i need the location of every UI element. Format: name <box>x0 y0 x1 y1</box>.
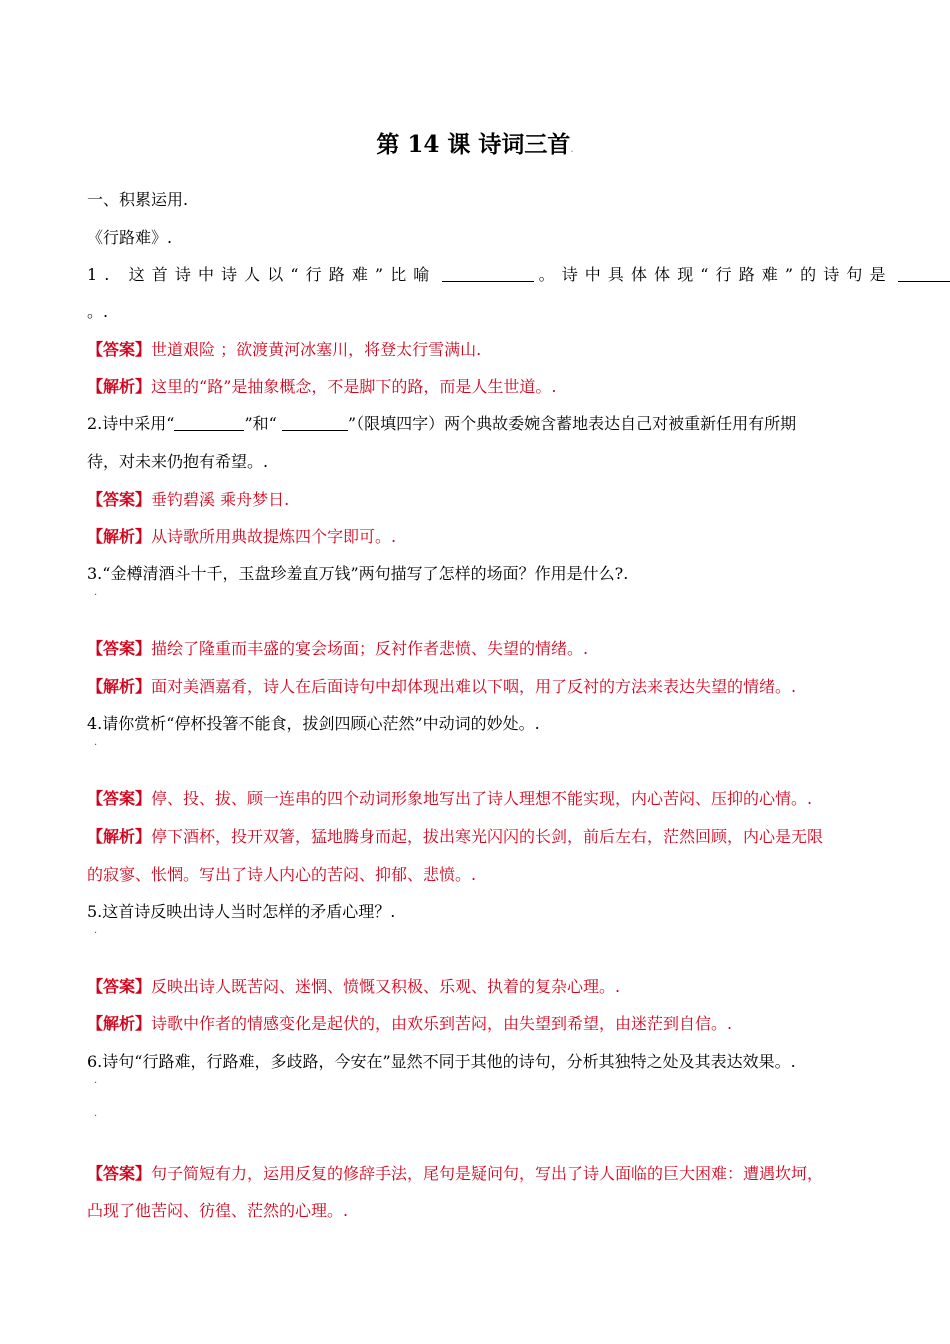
question-1-text-b: 。诗中具体体现“行路难”的诗句是 <box>538 265 893 284</box>
answer-text: 句子简短有力，运用反复的修辞手法，尾句是疑问句，写出了诗人面临的巨大困难：遭遇坎坷， <box>151 1164 824 1183</box>
page-title: 第 14 课 诗词三首. <box>376 131 574 158</box>
section-heading: 一、积累运用. <box>87 190 189 209</box>
explanation-4-line2: 的寂寥、怅惘。写出了诗人内心的苦闷、抑郁、悲愤。. <box>87 865 477 884</box>
answer-tag: 【答案】 <box>87 340 152 359</box>
question-5: 5.这首诗反映出诗人当时怎样的矛盾心理？. <box>87 902 396 921</box>
explanation-tag: 【解析】 <box>87 377 152 396</box>
answer-space-dot: · <box>94 1078 98 1089</box>
explanation-3 <box>87 676 796 698</box>
title-mark: . <box>570 144 574 155</box>
answer-tag: 【答案】 <box>87 490 152 509</box>
question-1-continuation: 。. <box>87 302 109 321</box>
fill-blank <box>898 265 950 282</box>
answer-text: 反映出诗人既苦闷、迷惘、愤慨又积极、乐观、执着的复杂心理。. <box>151 977 621 996</box>
answer-space-dot: · <box>94 1111 98 1122</box>
answer-tag: 【答案】 <box>87 977 152 996</box>
answer-text: 世道艰险 ；欲渡黄河冰塞川，将登太行雪满山. <box>151 340 482 359</box>
answer-tag: 【答案】 <box>87 1164 152 1183</box>
answer-space-dot: · <box>94 740 98 751</box>
explanation-text: 面对美酒嘉肴，诗人在后面诗句中却体现出难以下咽，用了反衬的方法来表达失望的情绪。. <box>151 677 797 696</box>
explanation-tag: 【解析】 <box>87 827 152 846</box>
explanation-tag: 【解析】 <box>87 527 152 546</box>
answer-text: 垂钓碧溪 乘舟梦日. <box>151 490 290 509</box>
answer-2 <box>87 489 289 511</box>
answer-space-dot: · <box>94 928 98 939</box>
question-2-text-a: 2.诗中采用“ <box>87 414 175 433</box>
fill-blank <box>174 414 244 431</box>
answer-text: 描绘了隆重而丰盛的宴会场面；反衬作者悲愤、失望的情绪。. <box>151 639 589 658</box>
question-2-line2: 待，对未来仍抱有希望。. <box>87 452 269 471</box>
explanation-tag: 【解析】 <box>87 677 152 696</box>
question-2-text-b: ”和“ <box>244 414 282 433</box>
poem-title: 《行路难》. <box>87 228 173 247</box>
explanation-text: 从诗歌所用典故提炼四个字即可。. <box>151 527 397 546</box>
explanation-5 <box>87 1013 732 1035</box>
explanation-2 <box>87 526 396 548</box>
answer-5 <box>87 976 620 998</box>
question-2 <box>87 413 796 435</box>
answer-text: 停、投、拔、顾一连串的四个动词形象地写出了诗人理想不能实现，内心苦闷、压抑的心情。. <box>151 789 813 808</box>
question-1 <box>87 264 950 286</box>
question-2-text-c: ”（限填四字）两个典故委婉含蓄地表达自己对被重新任用有所期 <box>347 414 797 433</box>
explanation-4 <box>87 826 823 848</box>
answer-1 <box>87 339 481 361</box>
explanation-tag: 【解析】 <box>87 1014 152 1033</box>
question-3: 3.“金樽清酒斗十千，玉盘珍羞直万钱”两句描写了怎样的场面？作用是什么?. <box>87 564 629 583</box>
explanation-text: 这里的“路”是抽象概念，不是脚下的路，而是人生世道。. <box>151 377 557 396</box>
explanation-text: 停下酒杯，投开双箸，猛地腾身而起，拔出寒光闪闪的长剑，前后左右，茫然回顾，内心是无限 <box>151 827 824 846</box>
answer-4 <box>87 788 812 810</box>
answer-tag: 【答案】 <box>87 639 152 658</box>
question-6: 6.诗句“行路难，行路难，多歧路，今安在”显然不同于其他的诗句，分析其独特之处及其表达效果。. <box>87 1052 796 1071</box>
answer-3 <box>87 638 588 660</box>
question-1-text-a: 1. 这首诗中诗人以“行路难”比喻 <box>87 265 437 284</box>
explanation-text: 诗歌中作者的情感变化是起伏的，由欢乐到苦闷，由失望到希望，由迷茫到自信。. <box>151 1014 733 1033</box>
answer-tag: 【答案】 <box>87 789 152 808</box>
answer-6 <box>87 1163 823 1185</box>
explanation-1 <box>87 376 556 398</box>
answer-6-line2: 凸现了他苦闷、彷徨、茫然的心理。. <box>87 1201 349 1220</box>
question-4: 4.请你赏析“停杯投箸不能食，拔剑四顾心茫然”中动词的妙处。. <box>87 714 540 733</box>
answer-space-dot: · <box>94 590 98 601</box>
fill-blank <box>282 414 348 431</box>
fill-blank <box>442 265 534 282</box>
